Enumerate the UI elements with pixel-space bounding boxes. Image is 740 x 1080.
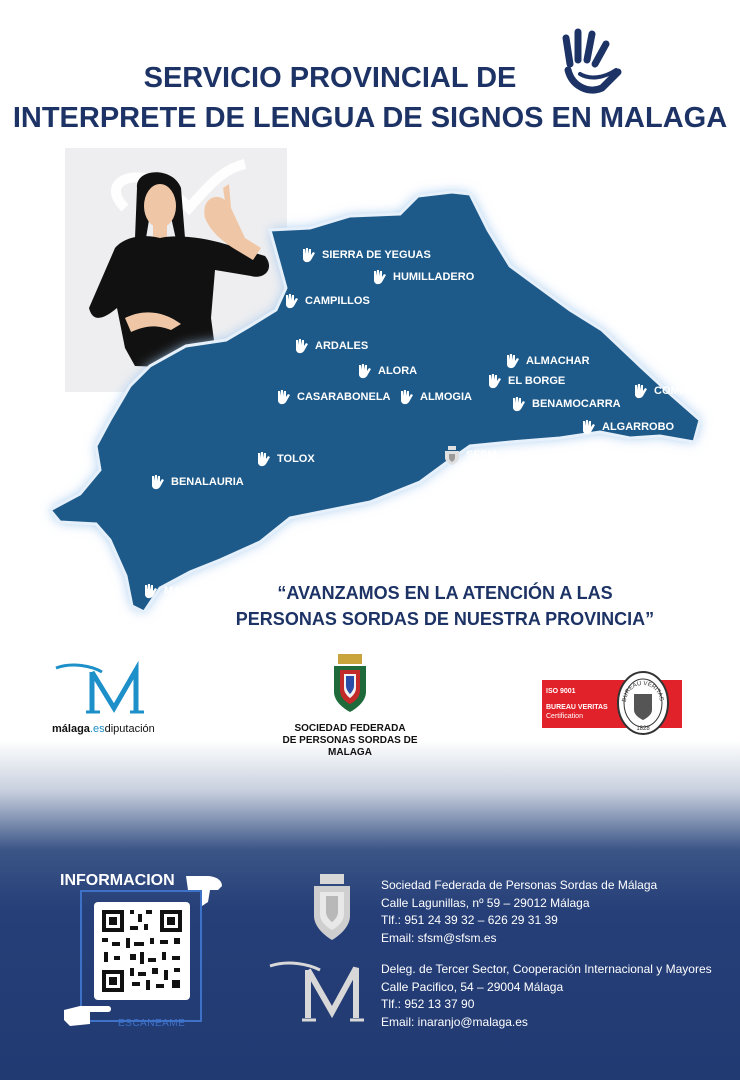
hand-icon	[504, 352, 520, 370]
contact-sfsm-phone: Tlf.: 951 24 39 32 – 626 29 31 39	[381, 913, 558, 927]
sfsm-emblem-icon	[310, 872, 354, 944]
hand-icon	[300, 246, 316, 264]
town-casarabonela	[275, 388, 391, 406]
hand-icon	[255, 450, 271, 468]
hand-icon	[398, 388, 414, 406]
contact-sfsm-org: Sociedad Federada de Personas Sordas de Málaga	[381, 878, 658, 892]
bv-name-text: BUREAU VERITAS	[546, 704, 608, 711]
town-label: EL BORGE	[508, 375, 566, 387]
town-almogia	[398, 388, 472, 406]
slogan-line-2: PERSONAS SORDAS DE NUESTRA PROVINCIA”	[235, 609, 655, 629]
sfsm-caption-2: DE PERSONAS SORDAS DE MALAGA	[282, 735, 418, 758]
sfsm-caption-1: SOCIEDAD FEDERADA	[294, 723, 406, 734]
scan-label: ESCANEAME	[118, 1018, 186, 1029]
hand-icon	[275, 388, 291, 406]
town-sfsm	[444, 446, 497, 464]
hand-icon	[293, 337, 309, 355]
contact-dip-org: Deleg. de Tercer Sector, Cooperación Internacional y Mayores	[381, 962, 712, 976]
town-el-borge	[486, 372, 565, 390]
shield-icon	[444, 446, 460, 464]
bv-seal-year: 1828	[636, 726, 650, 732]
town-label: SFSM	[466, 449, 497, 461]
town-label: TOLOX	[277, 453, 315, 465]
town-label: ARDALES	[315, 340, 369, 352]
contact-sfsm-address: Calle Lagunillas, nº 59 – 29012 Málaga	[381, 895, 590, 910]
town-label: COMPETA	[654, 385, 709, 397]
town-almachar	[504, 352, 590, 370]
hand-icon	[149, 473, 165, 491]
malaga-logo-suffix: diputación	[104, 723, 155, 735]
pointing-hand-right-icon	[60, 996, 116, 1032]
bv-seal-ring-text: BUREAU VERITAS	[621, 680, 665, 703]
town-humilladero	[371, 268, 474, 286]
town-label: ALGARROBO	[602, 421, 675, 433]
bureau-veritas-logo	[542, 670, 682, 736]
hand-icon	[632, 382, 648, 400]
town-benamocarra	[510, 395, 621, 413]
town-label: ALMOGIA	[420, 391, 472, 403]
contact-sfsm	[381, 877, 657, 947]
slogan-line-1: “AVANZAMOS EN LA ATENCIÓN A LAS	[277, 583, 613, 603]
coat-of-arms-icon	[330, 652, 370, 714]
hand-icon	[356, 362, 372, 380]
town-label: MANILVA	[164, 585, 213, 597]
malaga-diputacion-logo	[52, 660, 192, 740]
hand-icon	[371, 268, 387, 286]
hand-icon	[283, 292, 299, 310]
town-tolox	[255, 450, 315, 468]
title-line-1: SERVICIO PROVINCIAL DE	[143, 62, 517, 94]
town-competa	[632, 382, 708, 400]
town-label: ALMACHAR	[526, 355, 590, 367]
contact-dip-email[interactable]: Email: inaranjo@malaga.es	[381, 1014, 528, 1029]
sfsm-logo	[260, 652, 440, 758]
malaga-logo-domain: .es	[89, 723, 105, 735]
town-ardales	[293, 337, 368, 355]
hand-icon	[142, 582, 158, 600]
m-emblem-icon	[268, 960, 368, 1024]
malaga-logo-word: málaga	[52, 723, 90, 735]
town-label: ALORA	[378, 365, 418, 377]
bv-iso-text: ISO 9001	[546, 688, 576, 695]
town-label: BENALAURIA	[171, 476, 244, 488]
qr-code-icon	[94, 902, 190, 1000]
sign-language-hand-icon	[560, 24, 626, 102]
bv-cert-text: Certification	[546, 713, 583, 720]
contact-dip-address: Calle Pacifico, 54 – 29004 Málaga	[381, 979, 564, 994]
town-label: SIERRA DE YEGUAS	[322, 249, 431, 261]
qr-code[interactable]	[94, 902, 190, 1000]
town-campillos	[283, 292, 370, 310]
m-logo-icon	[52, 660, 192, 716]
town-label: CAMPILLOS	[305, 295, 370, 307]
contact-sfsm-email[interactable]: Email: sfsm@sfsm.es	[381, 930, 497, 945]
slogan	[200, 580, 690, 632]
title-line-2: INTERPRETE DE LENGUA DE SIGNOS EN MALAGA	[12, 102, 728, 134]
hand-icon	[486, 372, 502, 390]
hand-icon	[580, 418, 596, 436]
town-algarrobo	[580, 418, 674, 436]
info-title: INFORMACION	[60, 872, 175, 889]
bv-seal-icon	[616, 670, 670, 736]
town-label: BENAMOCARRA	[532, 398, 621, 410]
malaga-logo-text	[52, 723, 192, 735]
contact-diputacion	[381, 961, 712, 1031]
hand-icon	[510, 395, 526, 413]
town-sierra-de-yeguas	[300, 246, 431, 264]
town-alora	[356, 362, 417, 380]
town-label: HUMILLADERO	[393, 271, 475, 283]
contact-dip-phone: Tlf.: 952 13 37 90	[381, 997, 475, 1011]
town-label: CASARABONELA	[297, 391, 391, 403]
town-benalauria	[149, 473, 244, 491]
